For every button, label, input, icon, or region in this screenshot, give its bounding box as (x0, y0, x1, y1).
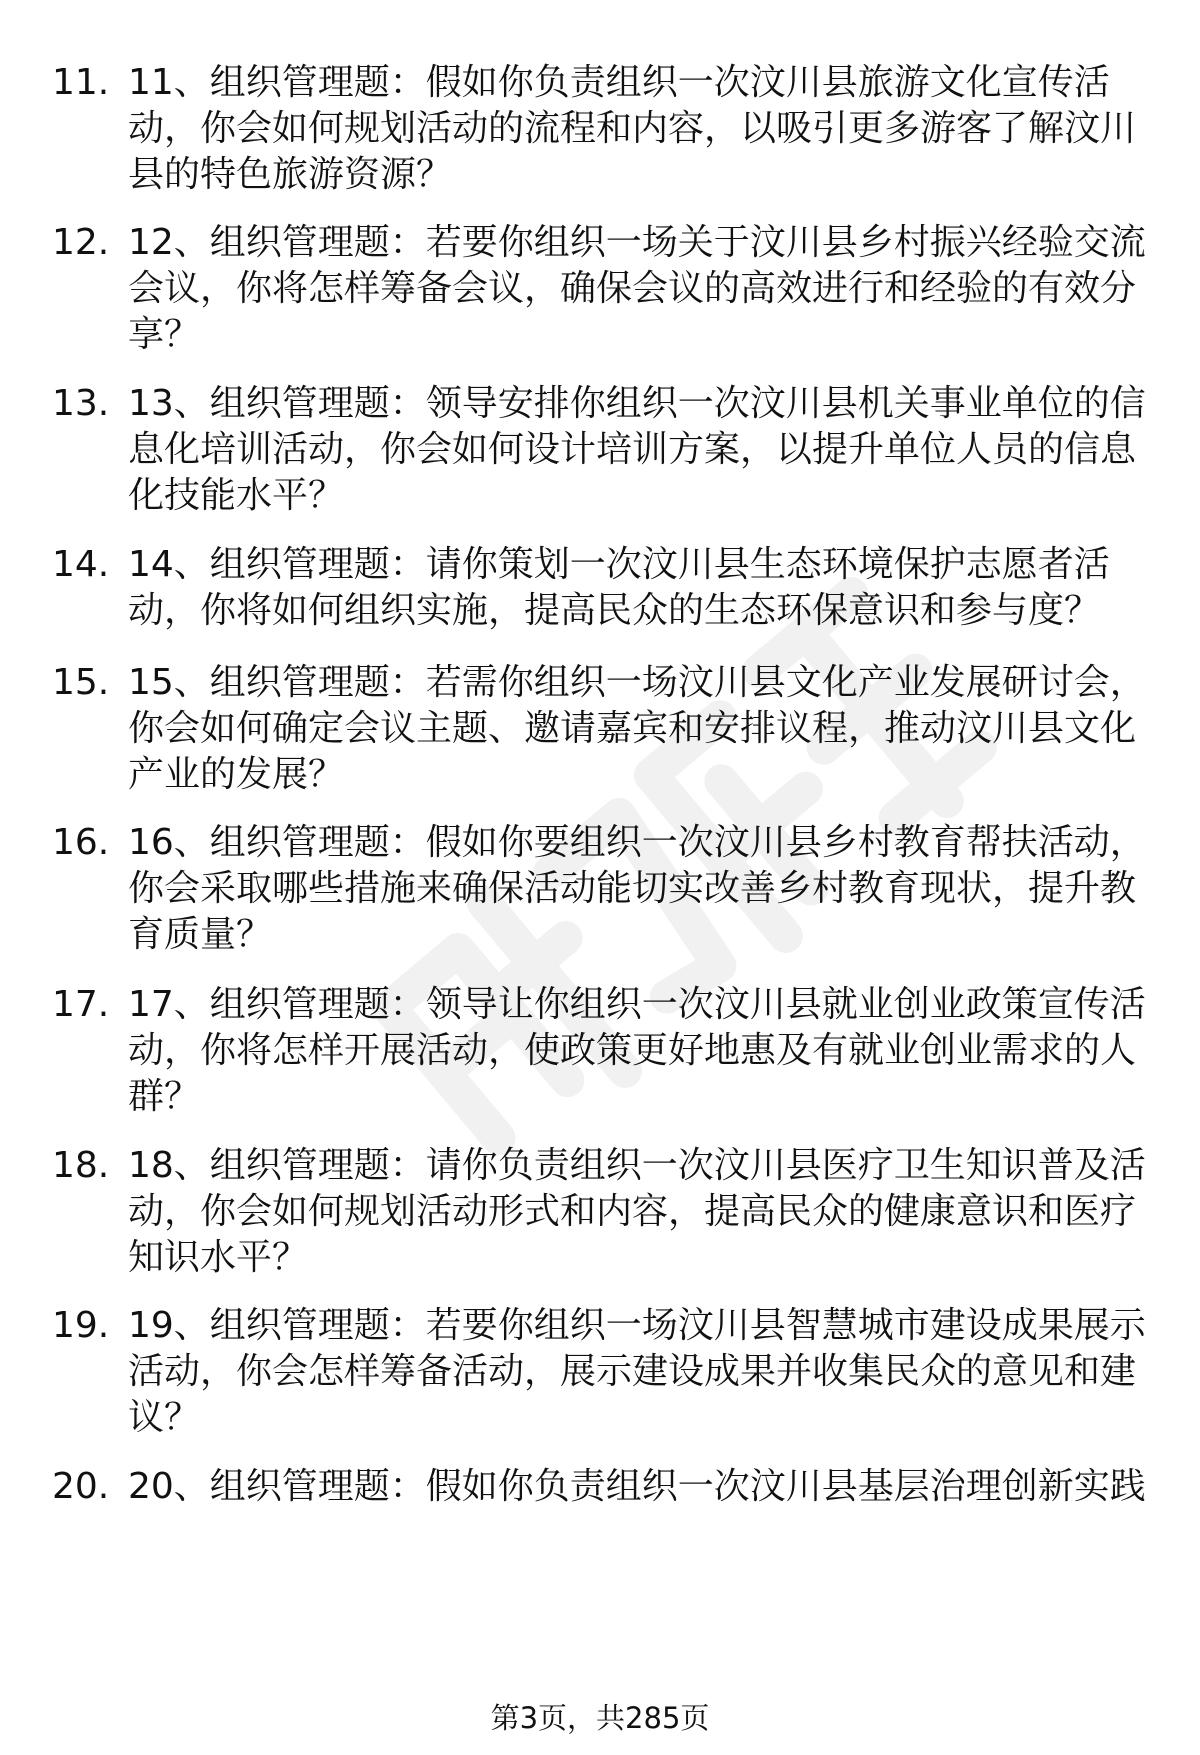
question-number: 20. (52, 1466, 110, 1507)
question-number: 16. (52, 822, 110, 863)
question-text: 12、组织管理题：若要你组织一场关于汶川县乡村振兴经验交流会议，你将怎样筹备会议，确保会议的高效进行和经验的有效分享？ (128, 222, 1146, 355)
question-text: 15、组织管理题：若需你组织一场汶川县文化产业发展研讨会，你会如何确定会议主题、邀请嘉宾和安排议程，推动汶川县文化产业的发展？ (128, 662, 1146, 795)
question-number: 13. (52, 383, 110, 424)
question-text: 13、组织管理题：领导安排你组织一次汶川县机关事业单位的信息化培训活动，你会如何设计培训方案，以提升单位人员的信息化技能水平？ (128, 383, 1146, 516)
question-text: 11、组织管理题：假如你负责组织一次汶川县旅游文化宣传活动，你会如何规划活动的流程和内容，以吸引更多游客了解汶川县的特色旅游资源？ (128, 62, 1137, 195)
page-footer: 第3页，共285页 (490, 1701, 710, 1735)
question-text: 16、组织管理题：假如你要组织一次汶川县乡村教育帮扶活动，你会采取哪些措施来确保活动能切实改善乡村教育现状，提升教育质量？ (128, 822, 1146, 955)
question-text: 14、组织管理题：请你策划一次汶川县生态环境保护志愿者活动，你将如何组织实施，提高民众的生态环保意识和参与度？ (128, 544, 1110, 631)
question-text: 19、组织管理题：若要你组织一场汶川县智慧城市建设成果展示活动，你会怎样筹备活动，展示建设成果并收集民众的意见和建议？ (128, 1305, 1146, 1438)
question-number: 14. (52, 544, 110, 585)
question-text: 20、组织管理题：假如你负责组织一次汶川县基层治理创新实践 (128, 1466, 1146, 1507)
question-number: 17. (52, 984, 110, 1025)
question-number: 11. (52, 62, 110, 103)
question-number: 18. (52, 1145, 110, 1186)
question-number: 12. (52, 222, 110, 263)
question-text: 18、组织管理题：请你负责组织一次汶川县医疗卫生知识普及活动，你会如何规划活动形式和内容，提高民众的健康意识和医疗知识水平？ (128, 1145, 1146, 1278)
question-number: 15. (52, 662, 110, 703)
question-number: 19. (52, 1305, 110, 1346)
question-text: 17、组织管理题：领导让你组织一次汶川县就业创业政策宣传活动，你将怎样开展活动，使政策更好地惠及有就业创业需求的人群？ (128, 984, 1146, 1117)
